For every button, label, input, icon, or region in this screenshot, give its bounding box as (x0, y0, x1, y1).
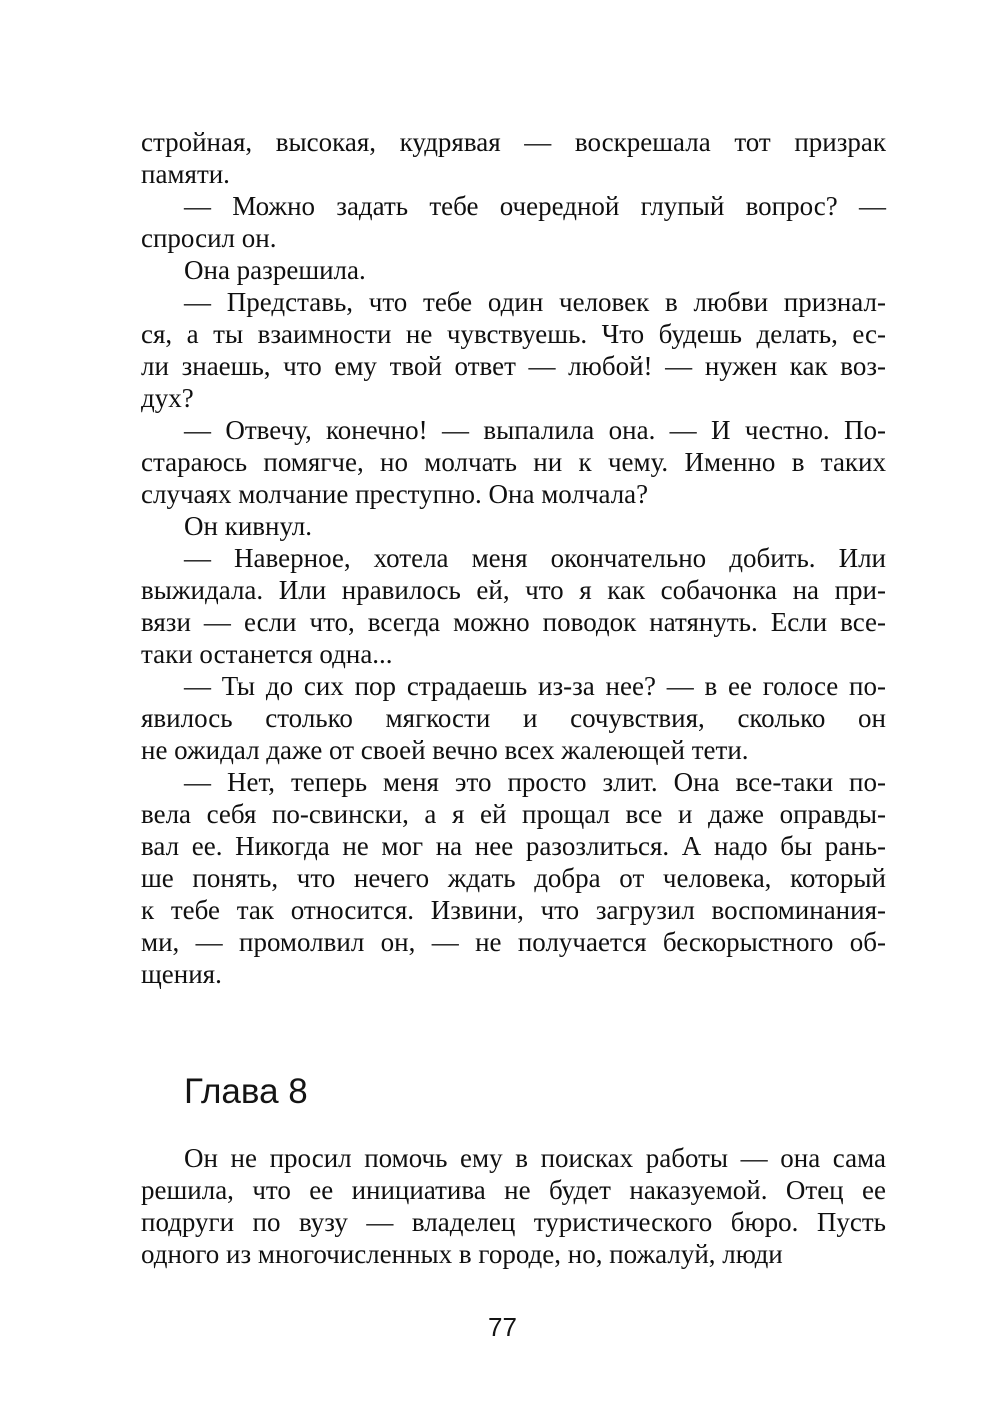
text-line: одного из многочисленных в городе, но, пожалуй, люди (141, 1239, 783, 1269)
paragraph (141, 286, 886, 414)
text-line: таки останется одна... (141, 639, 393, 669)
text-line: дух? (141, 383, 194, 413)
text-line: выжидала. Или нравилось ей, что я как собачонка на при- (141, 575, 886, 605)
text-line: стараюсь помягче, но молчать ни к чему. Именно в таких (141, 447, 886, 477)
text-line: — Нет, теперь меня это просто злит. Она все-таки по- (184, 767, 886, 797)
paragraph (141, 190, 886, 254)
text-line: — Представь, что тебе один человек в любви признал- (184, 287, 886, 317)
text-line: вал ее. Никогда не мог на нее разозлиться. А надо бы рань- (141, 831, 886, 861)
text-line: к тебе так относится. Извини, что загрузил воспоминания- (141, 895, 886, 925)
paragraph (141, 414, 886, 510)
text-line: памяти. (141, 159, 230, 189)
paragraph (141, 670, 886, 766)
text-line: — Наверное, хотела меня окончательно добить. Или (184, 543, 886, 573)
text-line: не ожидал даже от своей вечно всех жалеющей тети. (141, 735, 749, 765)
text-line: ся, а ты взаимности не чувствуешь. Что будешь делать, ес- (141, 319, 886, 349)
paragraph (141, 126, 886, 190)
text-line: решила, что ее инициатива не будет наказуемой. Отец ее (141, 1175, 886, 1205)
text-line: случаях молчание преступно. Она молчала? (141, 479, 649, 509)
paragraph (141, 542, 886, 670)
chapter-heading: Глава 8 (184, 1072, 308, 1111)
text-line: вязи — если что, всегда можно поводок натянуть. Если все- (141, 607, 886, 637)
text-line: Он кивнул. (184, 511, 312, 541)
text-line: ли знаешь, что ему твой ответ — любой! — нужен как воз- (141, 351, 886, 381)
text-line: подруги по вузу — владелец туристического бюро. Пусть (141, 1207, 886, 1237)
text-line: ми, — промолвил он, — не получается бескорыстного об- (141, 927, 886, 957)
paragraph (141, 1142, 886, 1270)
text-line: щения. (141, 959, 222, 989)
paragraph (141, 254, 886, 286)
text-line: — Можно задать тебе очередной глупый вопрос? — (184, 191, 886, 221)
text-line: спросил он. (141, 223, 277, 253)
page-number: 77 (488, 1312, 517, 1342)
text-line: — Отвечу, конечно! — выпалила она. — И честно. По- (184, 415, 886, 445)
text-line: Она разрешила. (184, 255, 366, 285)
text-block (141, 126, 886, 1270)
text-line: стройная, высокая, кудрявая — воскрешала тот призрак (141, 127, 886, 157)
text-line: — Ты до сих пор страдаешь из-за нее? — в ее голосе по- (184, 671, 886, 701)
text-line: Он не просил помочь ему в поисках работы — она сама (184, 1143, 886, 1173)
text-line: ше понять, что нечего ждать добра от человека, который (141, 863, 886, 893)
text-line: явилось столько мягкости и сочувствия, сколько он (141, 703, 886, 733)
text-line: вела себя по-свински, а я ей прощал все и даже оправды- (141, 799, 886, 829)
paragraph (141, 510, 886, 542)
paragraph (141, 766, 886, 990)
